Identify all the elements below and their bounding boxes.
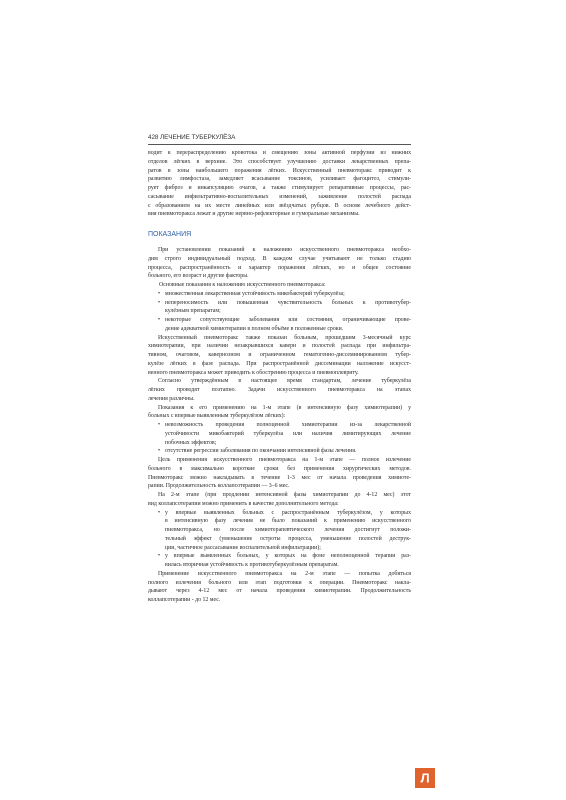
text-line: с образованием на их месте линейных или звёздчатых рубцов. В основе лечебного дейст-	[148, 202, 411, 209]
text-line: вилась вторичная устойчивость к противотуберкулёзным препаратам.	[165, 562, 339, 568]
text-line: Основные показания к наложению искусственного пневмоторакса:	[159, 282, 326, 288]
text-line: дим строго индивидуальный подход. В каждом случае учитывают не только стадию	[148, 255, 411, 262]
header-rule	[148, 144, 411, 145]
text-line: венного пневмоторакса может приводить к обострению процесса и пневмоплевриту.	[148, 369, 359, 376]
list-item	[148, 299, 411, 317]
paragraph-stage1-goal	[148, 456, 411, 491]
running-head: 428 ЛЕЧЕНИЕ ТУБЕРКУЛЁЗА	[148, 134, 236, 141]
text-line: рапии. Продолжительность коллапсотерапии — 3–6 мес.	[148, 483, 290, 490]
paragraph-stage2	[148, 491, 411, 509]
text-line: в интенсивную фазу лечения не было показаний к применению искусственного	[165, 518, 411, 525]
text-line: непереносимость или повышенная чувствительность больных к противотубер-	[165, 299, 411, 306]
text-line: Применение искусственного пневмоторакса на 2-м этапе — попытка добиться	[158, 570, 411, 577]
text-line: лечения различны.	[148, 395, 195, 402]
text-line: побочных эффектов;	[165, 439, 217, 446]
text-line: дение адекватной химиотерапии в полном объёме в положенные сроки.	[165, 325, 344, 332]
paragraph-additional-indications	[148, 334, 411, 378]
text-line: кулёзным препаратам;	[165, 308, 221, 315]
text-line: у впервые выявленных больных с распространённым туберкулёзом, у которых	[165, 509, 411, 516]
text-line: Пневмоторакс можно накладывать в течение 1-3 мес от начала проведения химиоте-	[148, 474, 411, 481]
paragraph-indications-lead	[148, 281, 411, 290]
text-line: коллапсотерапии - до 12 мес.	[148, 597, 221, 603]
paragraph-stage1-indications	[148, 404, 411, 422]
text-line: развитию лимфостаза, замедляет всасывание токсинов, усиливает фагоцитоз, стимули-	[148, 176, 411, 183]
text-line: водит к перераспределению кровотока и смещению зоны активной перфузии из нижних	[148, 150, 411, 156]
text-line: рует фиброз и инкапсуляцию очагов, а также стимулирует репаративные процессы, рас-	[148, 185, 411, 191]
bullet-icon: •	[158, 299, 161, 306]
list-item	[148, 447, 411, 456]
bullet-icon: •	[158, 317, 161, 323]
list-item	[148, 290, 411, 299]
intro-paragraph	[148, 149, 411, 219]
text-line: множественная лекарственная устойчивость микобактерий туберкулёза;	[165, 290, 345, 297]
text-line: полного излечения больного или этап подготовки к операции. Пневмоторакс накла-	[148, 579, 411, 586]
text-line: тивном, очаговом, кавернозном и ограниченном гематогенно-диссеминированном тубер-	[148, 352, 411, 358]
paragraph-approach	[148, 246, 411, 281]
logo-mark	[415, 768, 435, 788]
page-body	[148, 149, 411, 605]
text-line: ратов в зоны наибольшего поражения лёгких. Искусственный пневмоторакс приводит к	[148, 167, 411, 174]
bullet-icon: •	[158, 422, 161, 428]
text-line: некоторые сопутствующие заболевания или состояния, ограничивающие прове-	[165, 317, 411, 323]
publisher-logo	[415, 768, 435, 788]
bullet-icon: •	[158, 509, 161, 516]
text-line: Цель применения искусственного пневмоторакса на 1-м этапе — полное излечение	[158, 457, 411, 463]
bullet-icon: •	[158, 448, 161, 455]
text-line: кулёзе лёгких в фазе распада. При распространённой диссеминации наложение искусст-	[148, 360, 411, 367]
text-line: больного, его возраст и другие факторы.	[148, 273, 249, 280]
text-line: у впервые выявленных больных, у которых на фоне неполноценной терапии раз-	[165, 553, 411, 560]
text-line: больного в максимально короткие сроки без применения хирургических методов.	[148, 465, 411, 472]
text-line: невозможность проведения полноценной химиотерапии из-за лекарственной	[165, 422, 411, 428]
paragraph-standards	[148, 377, 411, 403]
stage1-list	[148, 421, 411, 456]
list-item	[148, 509, 411, 553]
list-item	[148, 316, 411, 334]
bullet-icon: •	[158, 290, 161, 297]
text-line: вия пневмоторакса лежат и другие нервно-рефлекторные и гуморальные механизмы.	[148, 211, 360, 218]
text-line: тельный эффект (уменьшение остроты процесса, уменьшение полостей деструк-	[165, 535, 411, 542]
text-line: ции, частичное рассасывание воспалительной инфильтрации);	[165, 544, 321, 551]
text-line: отсутствие регрессии заболевания по окончании интенсивной фазы лечения.	[165, 448, 357, 455]
list-item	[148, 421, 411, 447]
indications-list	[148, 290, 411, 334]
text-line: пневмоторакса, но после химиотерапевтического лечения достигнут положи-	[165, 527, 411, 533]
stage2-list	[148, 509, 411, 570]
paragraph-stage2-goal	[148, 570, 411, 605]
text-line: процесса, распространённость и характер поражения лёгких, но и общее состояние	[148, 264, 411, 271]
text-line: Согласно утверждённым в настоящее время стандартам, лечение туберкулёза	[158, 378, 411, 385]
logo-letter: Л	[420, 770, 430, 786]
text-line: сасывание инфильтративно-воспалительных изменений, заживление полостей распада	[148, 193, 411, 200]
text-line: Показания к его применению на 1-м этапе (в интенсивную фазу химиотерапии) у	[158, 404, 411, 411]
section-heading: ПОКАЗАНИЯ	[148, 231, 192, 238]
text-line: На 2-м этапе (при продлении интенсивной фазы химиотерапии до 4-12 мес) этот	[158, 492, 411, 498]
text-line: больных с впервые выявленным туберкулёзом лёгких):	[148, 413, 286, 420]
text-line: Искусственный пневмоторакс также показан больным, прошедшим 3-месячный курс	[158, 334, 411, 341]
text-line: отделов лёгких в верхние. Это способствует улучшению доставки лекарственных препа-	[148, 158, 411, 165]
text-line: лёгких проводят поэтапно. Задачи искусственного пневмоторакса на этапах	[148, 387, 411, 393]
text-line: дывают через 4-12 мес от начала проведения химиотерапии. Продолжительность	[148, 588, 411, 595]
list-item	[148, 552, 411, 570]
bullet-icon: •	[158, 553, 161, 560]
text-line: При установлении показаний к наложению искусственного пневмоторакса необхо-	[158, 247, 411, 253]
text-line: химиотерапии, при наличии незакрывшихся каверн и полостей распада при инфильтра-	[148, 343, 411, 350]
text-line: устойчивости микобактерий туберкулёза или наличия лимитирующих лечение	[165, 430, 411, 437]
text-line: вид коллапсотерапии можно применить в качестве дополнительного метода:	[148, 500, 339, 507]
